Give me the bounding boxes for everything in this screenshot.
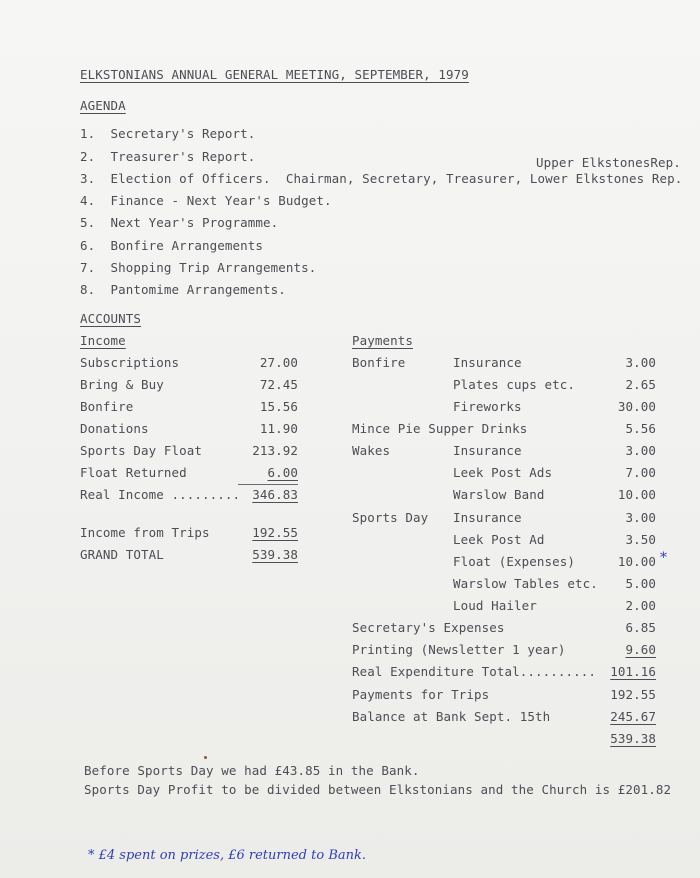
payment-amount: 245.67 xyxy=(610,709,656,724)
income-label: Bring & Buy xyxy=(80,377,164,392)
handwritten-note: * £4 spent on prizes, £6 returned to Bank. xyxy=(88,848,367,863)
payment-group: Wakes xyxy=(352,443,391,458)
payment-amount: 10.00 xyxy=(617,487,656,502)
note-before-sports-day: Before Sports Day we had £43.85 in the Bank. xyxy=(84,763,420,778)
payment-amount: 6.85 xyxy=(625,620,656,635)
payment-amount: 3.50 xyxy=(625,532,656,547)
agenda-item: 3. Election of Officers. Chairman, Secretary, Treasurer, Lower Elkstones Rep. xyxy=(80,171,683,186)
payment-item: Float (Expenses) xyxy=(453,554,576,569)
payment-group: Secretary's Expenses xyxy=(352,620,505,635)
payment-amount: 5.00 xyxy=(625,576,656,591)
payment-amount: 5.56 xyxy=(625,421,656,436)
payment-group: Payments for Trips xyxy=(352,687,490,702)
payment-group: Real Expenditure Total.......... xyxy=(352,664,597,679)
payment-amount: 101.16 xyxy=(610,664,656,679)
income-amount: 6.00 xyxy=(267,465,298,480)
income-amount: 11.90 xyxy=(259,421,298,436)
income-trips-label: Income from Trips xyxy=(80,525,210,540)
payment-amount: 10.00 xyxy=(617,554,656,569)
accounts-heading: ACCOUNTS xyxy=(80,311,142,326)
payment-group: Balance at Bank Sept. 15th xyxy=(352,709,551,724)
agenda-item: 4. Finance - Next Year's Budget. xyxy=(80,193,332,208)
payment-amount: 3.00 xyxy=(625,443,656,458)
payment-group: Sports Day xyxy=(352,510,429,525)
income-trips-amount: 192.55 xyxy=(252,525,298,540)
payment-amount: 3.00 xyxy=(625,510,656,525)
payment-item: Warslow Band xyxy=(453,487,545,502)
payment-item: Plates cups etc. xyxy=(453,377,576,392)
income-amount: 72.45 xyxy=(259,377,298,392)
agenda-item: 2. Treasurer's Report. xyxy=(80,149,256,164)
income-amount: 15.56 xyxy=(259,399,298,414)
payment-amount: 9.60 xyxy=(625,642,656,657)
income-label: Float Returned xyxy=(80,465,187,480)
income-subtotal-rule xyxy=(238,484,298,485)
payment-item: Warslow Tables etc. xyxy=(453,576,598,591)
payment-item: Insurance xyxy=(453,510,522,525)
grand-total-label: GRAND TOTAL xyxy=(80,547,164,562)
agenda-item: 7. Shopping Trip Arrangements. xyxy=(80,260,317,275)
upper-elkstones-rep: Upper ElkstonesRep. xyxy=(536,155,681,170)
document-title: ELKSTONIANS ANNUAL GENERAL MEETING, SEPTEMBER, 1979 xyxy=(80,67,469,82)
payments-heading: Payments xyxy=(352,333,414,348)
asterisk-mark: * xyxy=(660,550,667,566)
agenda-item: 5. Next Year's Programme. xyxy=(80,215,279,230)
payment-item: Loud Hailer xyxy=(453,598,537,613)
agenda-heading: AGENDA xyxy=(80,98,126,113)
income-amount: 213.92 xyxy=(252,443,298,458)
payment-item: Insurance xyxy=(453,355,522,370)
income-amount: 346.83 xyxy=(252,487,298,502)
payment-group: Bonfire xyxy=(352,355,406,370)
payment-amount: 2.00 xyxy=(625,598,656,613)
payment-item: Leek Post Ads xyxy=(453,465,553,480)
note-sports-day-profit: Sports Day Profit to be divided between Elkstonians and the Church is £201.82 xyxy=(84,782,672,797)
income-label: Bonfire xyxy=(80,399,134,414)
grand-total-amount: 539.38 xyxy=(252,547,298,562)
agenda-item: 6. Bonfire Arrangements xyxy=(80,238,264,253)
payment-item: Leek Post Ad xyxy=(453,532,545,547)
income-label: Real Income ......... xyxy=(80,487,241,502)
income-label: Subscriptions xyxy=(80,355,180,370)
payment-amount: 3.00 xyxy=(625,355,656,370)
payment-group: Printing (Newsletter 1 year) xyxy=(352,642,566,657)
payment-item: Fireworks xyxy=(453,399,522,414)
agenda-item: 8. Pantomime Arrangements. xyxy=(80,282,286,297)
income-amount: 27.00 xyxy=(259,355,298,370)
income-label: Sports Day Float xyxy=(80,443,203,458)
agenda-item: 1. Secretary's Report. xyxy=(80,126,256,141)
ink-spot xyxy=(204,756,207,759)
payment-amount: 2.65 xyxy=(625,377,656,392)
payment-group: Mince Pie Supper Drinks xyxy=(352,421,528,436)
payments-final-total: 539.38 xyxy=(610,731,656,746)
payment-amount: 30.00 xyxy=(617,399,656,414)
income-label: Donations xyxy=(80,421,149,436)
payment-item: Insurance xyxy=(453,443,522,458)
payment-amount: 192.55 xyxy=(610,687,656,702)
income-heading: Income xyxy=(80,333,126,348)
payment-amount: 7.00 xyxy=(625,465,656,480)
